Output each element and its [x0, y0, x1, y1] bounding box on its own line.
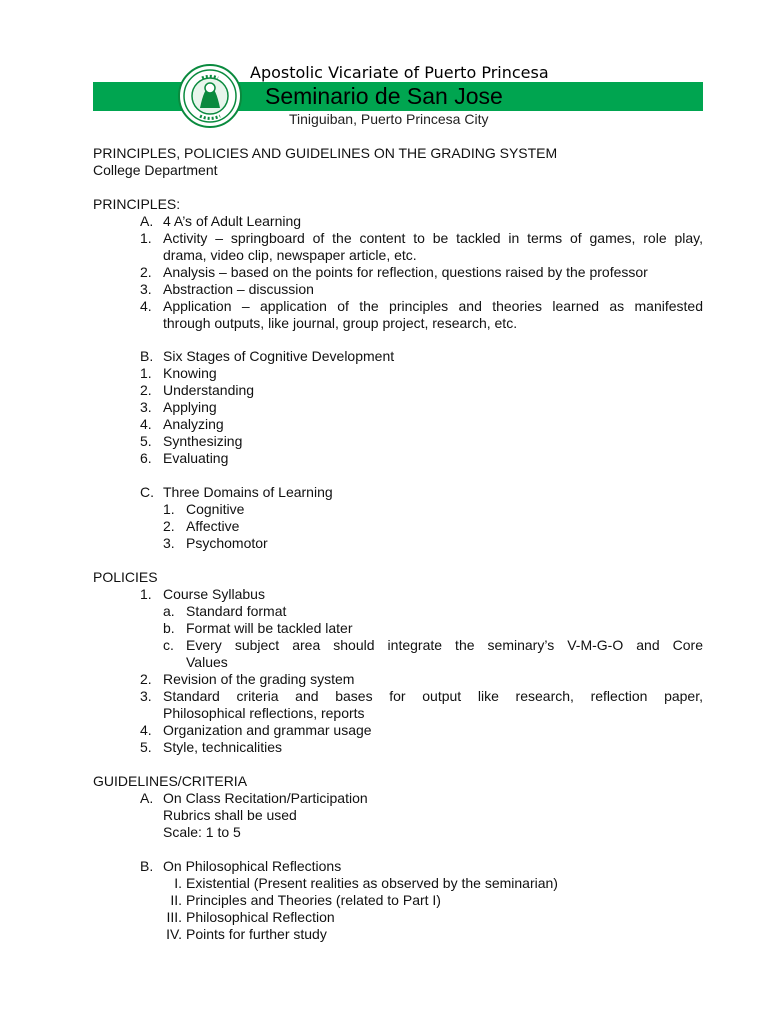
- list-item: Analyzing: [163, 416, 224, 432]
- list-marker: I.: [174, 875, 182, 891]
- list-item: Organization and grammar usage: [163, 722, 372, 738]
- list-item: Knowing: [163, 365, 217, 381]
- document-title: PRINCIPLES, POLICIES AND GUIDELINES ON THE GRADING SYSTEM: [93, 145, 558, 161]
- seminary-seal-icon: [178, 64, 242, 128]
- guidelines-a-line: Scale: 1 to 5: [163, 824, 241, 840]
- list-marker: 1.: [140, 365, 152, 381]
- list-item: Application – application of the principles and theories learned as manifested: [163, 298, 703, 314]
- list-marker: 2.: [163, 518, 175, 534]
- list-marker: 4.: [140, 722, 152, 738]
- list-item: Activity – springboard of the content to be tackled in terms of games, role play,: [163, 230, 703, 246]
- list-marker: IV.: [166, 926, 182, 942]
- list-item: Style, technicalities: [163, 739, 283, 755]
- list-marker: 2.: [140, 264, 152, 280]
- list-item: Evaluating: [163, 450, 229, 466]
- list-item: Revision of the grading system: [163, 671, 355, 687]
- list-item: Every subject area should integrate the seminary’s V-M-G-O and Core: [186, 637, 703, 653]
- list-item: Philosophical Reflection: [186, 909, 335, 925]
- list-marker: 5.: [140, 433, 152, 449]
- principles-c-title: Three Domains of Learning: [163, 484, 333, 500]
- list-marker: 3.: [163, 535, 175, 551]
- list-marker: 4.: [140, 416, 152, 432]
- list-marker: a.: [163, 603, 175, 619]
- list-marker: A.: [140, 213, 154, 229]
- list-marker: c.: [163, 637, 174, 653]
- guidelines-b-title: On Philosophical Reflections: [163, 858, 342, 874]
- guidelines-a-line: Rubrics shall be used: [163, 807, 297, 823]
- list-item: Standard format: [186, 603, 287, 619]
- list-marker: 3.: [140, 399, 152, 415]
- list-marker: 5.: [140, 739, 152, 755]
- list-item: Psychomotor: [186, 535, 268, 551]
- list-item: Existential (Present realities as observed by the seminarian): [186, 875, 558, 891]
- list-marker: 6.: [140, 450, 152, 466]
- list-item: Cognitive: [186, 501, 245, 517]
- list-item: Principles and Theories (related to Part I): [186, 892, 441, 908]
- list-marker: 3.: [140, 281, 152, 297]
- principles-b-title: Six Stages of Cognitive Development: [163, 348, 395, 364]
- list-item: Course Syllabus: [163, 586, 265, 602]
- list-item-continuation: Values: [186, 654, 228, 670]
- list-item: Understanding: [163, 382, 255, 398]
- list-marker: 1.: [163, 501, 175, 517]
- list-marker: 2.: [140, 382, 152, 398]
- department-name: College Department: [93, 162, 218, 178]
- list-marker: b.: [163, 620, 175, 636]
- principles-heading: PRINCIPLES:: [93, 196, 181, 212]
- list-marker: C.: [140, 484, 154, 500]
- list-marker: 3.: [140, 688, 152, 704]
- seminary-address: Tiniguiban, Puerto Princesa City: [289, 111, 489, 127]
- list-item: Abstraction – discussion: [163, 281, 314, 297]
- list-item: Affective: [186, 518, 240, 534]
- list-marker: III.: [166, 909, 182, 925]
- list-item: Analysis – based on the points for reflection, questions raised by the professor: [163, 264, 648, 280]
- list-marker: 1.: [140, 586, 152, 602]
- list-marker: B.: [140, 858, 154, 874]
- guidelines-a-title: On Class Recitation/Participation: [163, 790, 368, 806]
- list-marker: 2.: [140, 671, 152, 687]
- vicariate-name: Apostolic Vicariate of Puerto Princesa: [250, 63, 549, 82]
- list-item: Synthesizing: [163, 433, 243, 449]
- list-marker: II.: [170, 892, 182, 908]
- seminary-name: Seminario de San Jose: [265, 83, 503, 109]
- policies-heading: POLICIES: [93, 569, 158, 585]
- list-item: Format will be tackled later: [186, 620, 353, 636]
- guidelines-heading: GUIDELINES/CRITERIA: [93, 773, 248, 789]
- list-item: Applying: [163, 399, 217, 415]
- list-item: Points for further study: [186, 926, 327, 942]
- principles-a-title: 4 A’s of Adult Learning: [163, 213, 302, 229]
- list-marker: A.: [140, 790, 154, 806]
- list-marker: 4.: [140, 298, 152, 314]
- list-item-continuation: drama, video clip, newspaper article, etc.: [163, 247, 417, 263]
- list-marker: B.: [140, 348, 154, 364]
- list-marker: 1.: [140, 230, 152, 246]
- list-item-continuation: through outputs, like journal, group project, research, etc.: [163, 315, 518, 331]
- list-item: Standard criteria and bases for output like research, reflection paper,: [163, 688, 703, 704]
- list-item-continuation: Philosophical reflections, reports: [163, 705, 365, 721]
